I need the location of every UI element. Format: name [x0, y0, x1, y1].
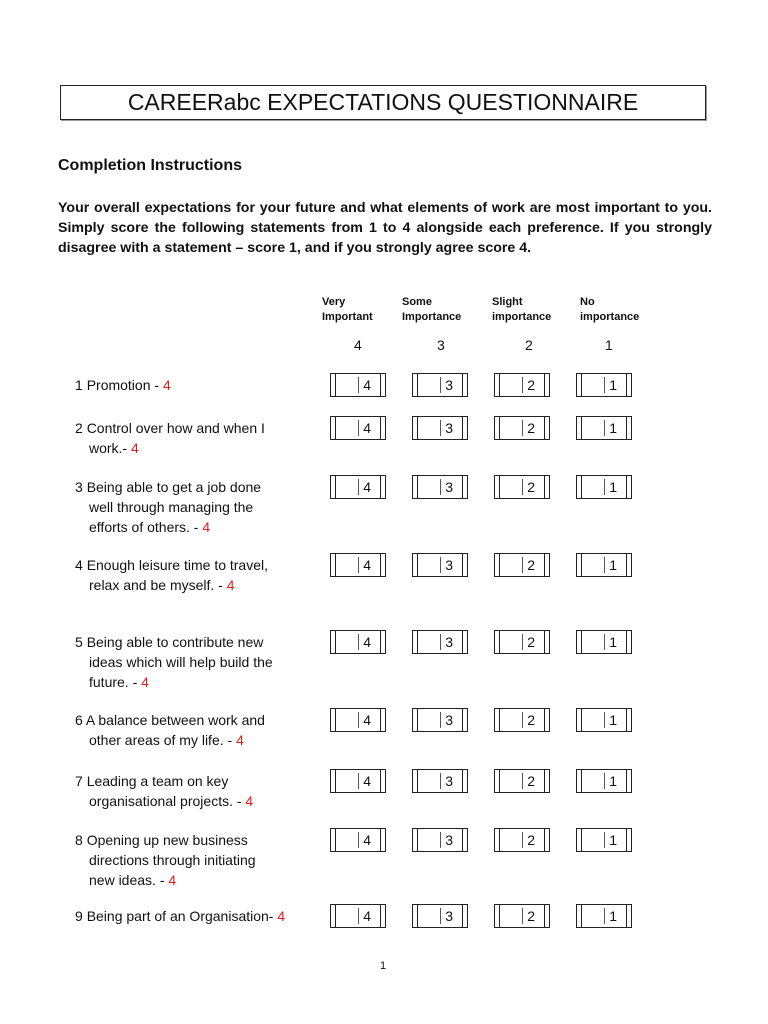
score-box-value: 1	[609, 377, 617, 393]
score-box-value: 1	[609, 712, 617, 728]
score-box-value: 3	[445, 634, 453, 650]
column-header-line1: Slight	[492, 296, 523, 308]
score-box-3[interactable]	[412, 630, 468, 654]
statement-6	[75, 710, 265, 750]
score-box-1[interactable]	[576, 828, 632, 852]
statement-text: organisational projects. -	[89, 793, 242, 809]
score-box-value: 4	[363, 908, 371, 924]
score-box-3[interactable]	[412, 553, 468, 577]
score-box-value: 3	[445, 377, 453, 393]
statement-text: Being able to get a job done	[86, 479, 262, 495]
statement-text: new ideas. -	[89, 872, 165, 888]
score-box-1[interactable]	[576, 373, 632, 397]
score-box-3[interactable]	[412, 475, 468, 499]
score-box-value: 3	[445, 420, 453, 436]
column-header-1	[580, 295, 639, 325]
score-box-value: 2	[527, 773, 535, 789]
score-box-value: 2	[527, 377, 535, 393]
statement-9	[75, 906, 285, 926]
statement-2	[75, 418, 265, 458]
statement-1	[75, 375, 171, 395]
statement-number: 3	[75, 479, 83, 495]
score-box-value: 2	[527, 634, 535, 650]
score-box-1[interactable]	[576, 904, 632, 928]
score-box-3[interactable]	[412, 769, 468, 793]
score-box-4[interactable]	[330, 828, 386, 852]
score-box-2[interactable]	[494, 904, 550, 928]
score-box-value: 3	[445, 557, 453, 573]
column-header-line2: Importance	[402, 311, 462, 323]
statement-text: Enough leisure time to travel,	[86, 557, 269, 573]
score-box-4[interactable]	[330, 630, 386, 654]
statement-number: 6	[75, 712, 83, 728]
score-box-1[interactable]	[576, 708, 632, 732]
score-box-3[interactable]	[412, 373, 468, 397]
statement-score: 4	[245, 793, 254, 809]
score-box-2[interactable]	[494, 475, 550, 499]
score-box-value: 3	[445, 479, 453, 495]
statement-score: 4	[226, 577, 235, 593]
score-box-value: 2	[527, 479, 535, 495]
score-box-3[interactable]	[412, 708, 468, 732]
score-box-value: 3	[445, 773, 453, 789]
score-box-value: 4	[363, 479, 371, 495]
score-box-1[interactable]	[576, 475, 632, 499]
score-box-value: 1	[609, 634, 617, 650]
score-box-4[interactable]	[330, 708, 386, 732]
statement-4	[75, 555, 268, 595]
score-box-value: 4	[363, 773, 371, 789]
statement-number: 1	[75, 377, 83, 393]
page-title: CAREERabc EXPECTATIONS QUESTIONNAIRE	[60, 85, 706, 120]
score-box-2[interactable]	[494, 769, 550, 793]
score-box-value: 3	[445, 832, 453, 848]
statement-7	[75, 771, 253, 811]
statement-text: Opening up new business	[86, 832, 248, 848]
score-box-value: 1	[609, 479, 617, 495]
score-box-value: 2	[527, 712, 535, 728]
score-box-1[interactable]	[576, 630, 632, 654]
score-box-3[interactable]	[412, 828, 468, 852]
score-box-value: 4	[363, 712, 371, 728]
column-score-3: 3	[437, 337, 445, 353]
column-header-line1: Very	[322, 296, 346, 308]
statement-text: A balance between work and	[85, 712, 265, 728]
statement-number: 7	[75, 773, 83, 789]
statement-number: 4	[75, 557, 83, 573]
score-box-value: 3	[445, 712, 453, 728]
score-box-value: 2	[527, 420, 535, 436]
score-box-value: 2	[527, 832, 535, 848]
score-box-value: 1	[609, 832, 617, 848]
statement-text: work.-	[89, 440, 128, 456]
score-box-3[interactable]	[412, 416, 468, 440]
statement-text: Being part of an Organisation-	[86, 908, 274, 924]
statement-text: ideas which will help build the	[89, 654, 273, 670]
score-box-1[interactable]	[576, 769, 632, 793]
statement-number: 8	[75, 832, 83, 848]
page-number: 1	[380, 960, 387, 972]
score-box-2[interactable]	[494, 416, 550, 440]
statement-score: 4	[277, 908, 286, 924]
statement-8	[75, 830, 256, 890]
score-box-4[interactable]	[330, 373, 386, 397]
statement-5	[75, 632, 273, 692]
column-header-line2: importance	[492, 311, 552, 323]
column-header-3	[402, 295, 461, 325]
statement-text: Promotion -	[86, 377, 160, 393]
score-box-value: 4	[363, 420, 371, 436]
statement-text: Leading a team on key	[86, 773, 229, 789]
score-box-value: 1	[609, 420, 617, 436]
score-box-4[interactable]	[330, 416, 386, 440]
statement-text: well through managing the	[89, 499, 254, 515]
score-box-value: 4	[363, 832, 371, 848]
column-score-4: 4	[354, 337, 362, 353]
score-box-1[interactable]	[576, 416, 632, 440]
instructions-text: Your overall expectations for your future and what elements of work are most important to you. Simply score the following statements from 1 to 4 alongside each preference. If you strongly disagree with a statement – score 1, and if you strongly agree score 4.	[58, 200, 712, 256]
score-box-value: 1	[609, 557, 617, 573]
statement-text: relax and be myself. -	[89, 577, 223, 593]
score-box-2[interactable]	[494, 828, 550, 852]
score-box-2[interactable]	[494, 553, 550, 577]
column-header-line2: importance	[580, 311, 640, 323]
statement-number: 9	[75, 908, 83, 924]
column-header-line2: Important	[322, 311, 373, 323]
score-box-2[interactable]	[494, 630, 550, 654]
statement-text: future. -	[89, 674, 138, 690]
statement-score: 4	[202, 519, 211, 535]
column-score-2: 2	[525, 337, 533, 353]
score-box-value: 2	[527, 908, 535, 924]
statement-text: other areas of my life. -	[89, 732, 233, 748]
score-box-4[interactable]	[330, 553, 386, 577]
statement-number: 5	[75, 634, 83, 650]
score-box-value: 1	[609, 773, 617, 789]
column-header-4	[322, 295, 373, 325]
statement-text: Control over how and when I	[86, 420, 265, 436]
column-score-1: 1	[605, 337, 613, 353]
statement-text: efforts of others. -	[89, 519, 199, 535]
score-box-value: 1	[609, 908, 617, 924]
score-box-2[interactable]	[494, 373, 550, 397]
score-box-3[interactable]	[412, 904, 468, 928]
statement-number: 2	[75, 420, 83, 436]
instructions-heading: Completion Instructions	[58, 157, 242, 174]
statement-3	[75, 477, 261, 537]
statement-score: 4	[236, 732, 244, 748]
score-box-value: 4	[363, 377, 371, 393]
score-box-2[interactable]	[494, 708, 550, 732]
score-box-1[interactable]	[576, 553, 632, 577]
score-box-4[interactable]	[330, 904, 386, 928]
statement-text: Being able to contribute new	[86, 634, 264, 650]
score-box-4[interactable]	[330, 475, 386, 499]
score-box-value: 2	[527, 557, 535, 573]
column-header-2	[492, 295, 551, 325]
score-box-value: 4	[363, 634, 371, 650]
column-header-line1: Some	[402, 296, 432, 308]
statement-score: 4	[168, 872, 177, 888]
statement-text: directions through initiating	[89, 852, 256, 868]
score-box-value: 4	[363, 557, 371, 573]
statement-score: 4	[162, 377, 171, 393]
statement-score: 4	[141, 674, 149, 690]
statement-score: 4	[131, 440, 139, 456]
score-box-value: 3	[445, 908, 453, 924]
column-header-line1: No	[580, 296, 595, 308]
score-box-4[interactable]	[330, 769, 386, 793]
